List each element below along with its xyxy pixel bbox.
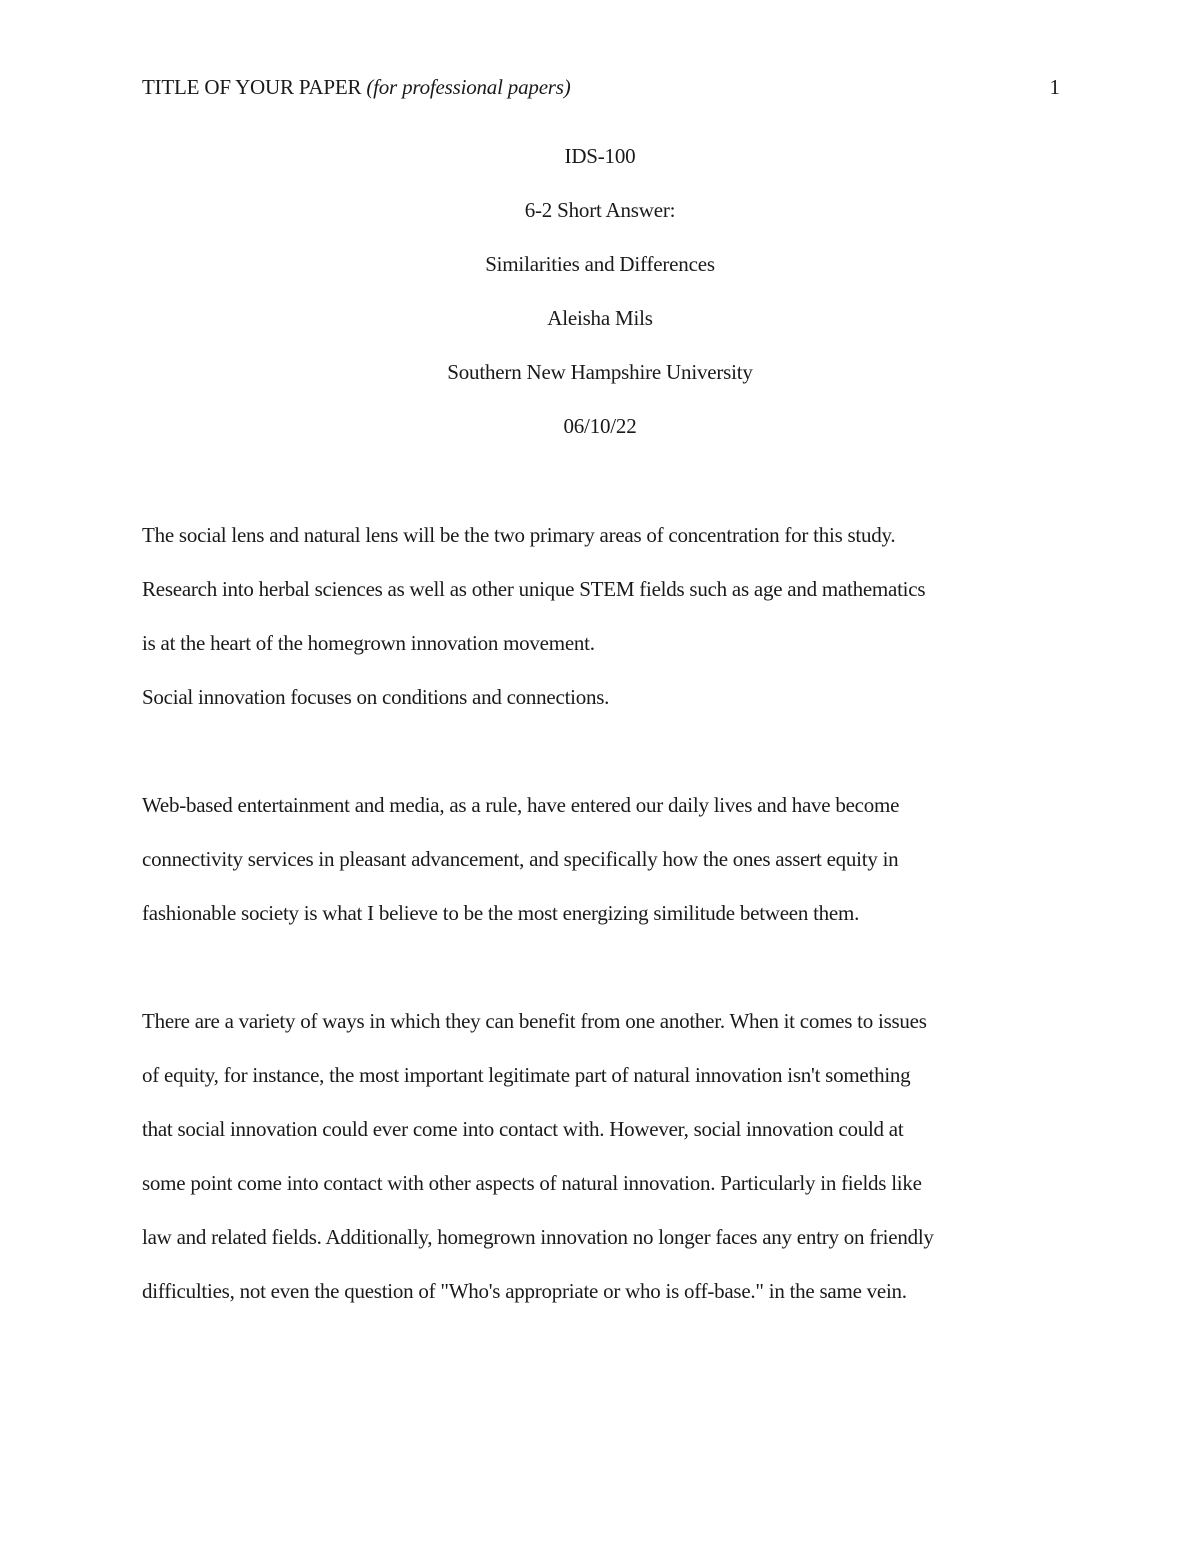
- author-name: Aleisha Mils: [547, 306, 653, 330]
- paragraph-line: The social lens and natural lens will be the two primary areas of concentration for this study.: [142, 523, 896, 547]
- running-head-title: TITLE OF YOUR PAPER: [142, 75, 362, 99]
- paragraph-line: Social innovation focuses on conditions and connections.: [142, 685, 610, 709]
- paragraph-2: [142, 790, 1072, 952]
- page-number: 1: [1049, 75, 1060, 99]
- paragraph-line: There are a variety of ways in which they can benefit from one another. When it comes to issues: [142, 1009, 927, 1033]
- paragraph-3: [142, 1006, 1072, 1330]
- title-block: [0, 141, 1200, 465]
- paragraph-line: of equity, for instance, the most important legitimate part of natural innovation isn't something: [142, 1063, 911, 1087]
- paragraph-line: Research into herbal sciences as well as other unique STEM fields such as age and mathematics: [142, 577, 926, 601]
- paragraph-spacer: [142, 736, 1072, 790]
- paragraph-line: is at the heart of the homegrown innovation movement.: [142, 631, 595, 655]
- institution-name: Southern New Hampshire University: [447, 360, 753, 384]
- paragraph-line: some point come into contact with other aspects of natural innovation. Particularly in fields like: [142, 1171, 922, 1195]
- paper-date: 06/10/22: [563, 414, 637, 438]
- paragraph-line: law and related fields. Additionally, homegrown innovation no longer faces any entry on friendly: [142, 1225, 934, 1249]
- paragraph-line: connectivity services in pleasant advancement, and specifically how the ones assert equity in: [142, 847, 899, 871]
- paragraph-1: [142, 520, 1072, 736]
- paragraph-line: Web-based entertainment and media, as a rule, have entered our daily lives and have become: [142, 793, 900, 817]
- paragraph-line: that social innovation could ever come into contact with. However, social innovation could at: [142, 1117, 904, 1141]
- body-text: [142, 520, 1072, 1330]
- paragraph-line: difficulties, not even the question of "Who's appropriate or who is off-base." in the same vein.: [142, 1279, 907, 1303]
- paragraph-spacer: [142, 952, 1072, 1006]
- paragraph-line: fashionable society is what I believe to be the most energizing similitude between them.: [142, 901, 860, 925]
- running-head-note: (for professional papers): [366, 75, 571, 99]
- course-code: IDS-100: [564, 144, 636, 168]
- assignment-title: 6-2 Short Answer:: [524, 198, 676, 222]
- paper-subtitle: Similarities and Differences: [485, 252, 715, 276]
- running-head: [142, 72, 571, 102]
